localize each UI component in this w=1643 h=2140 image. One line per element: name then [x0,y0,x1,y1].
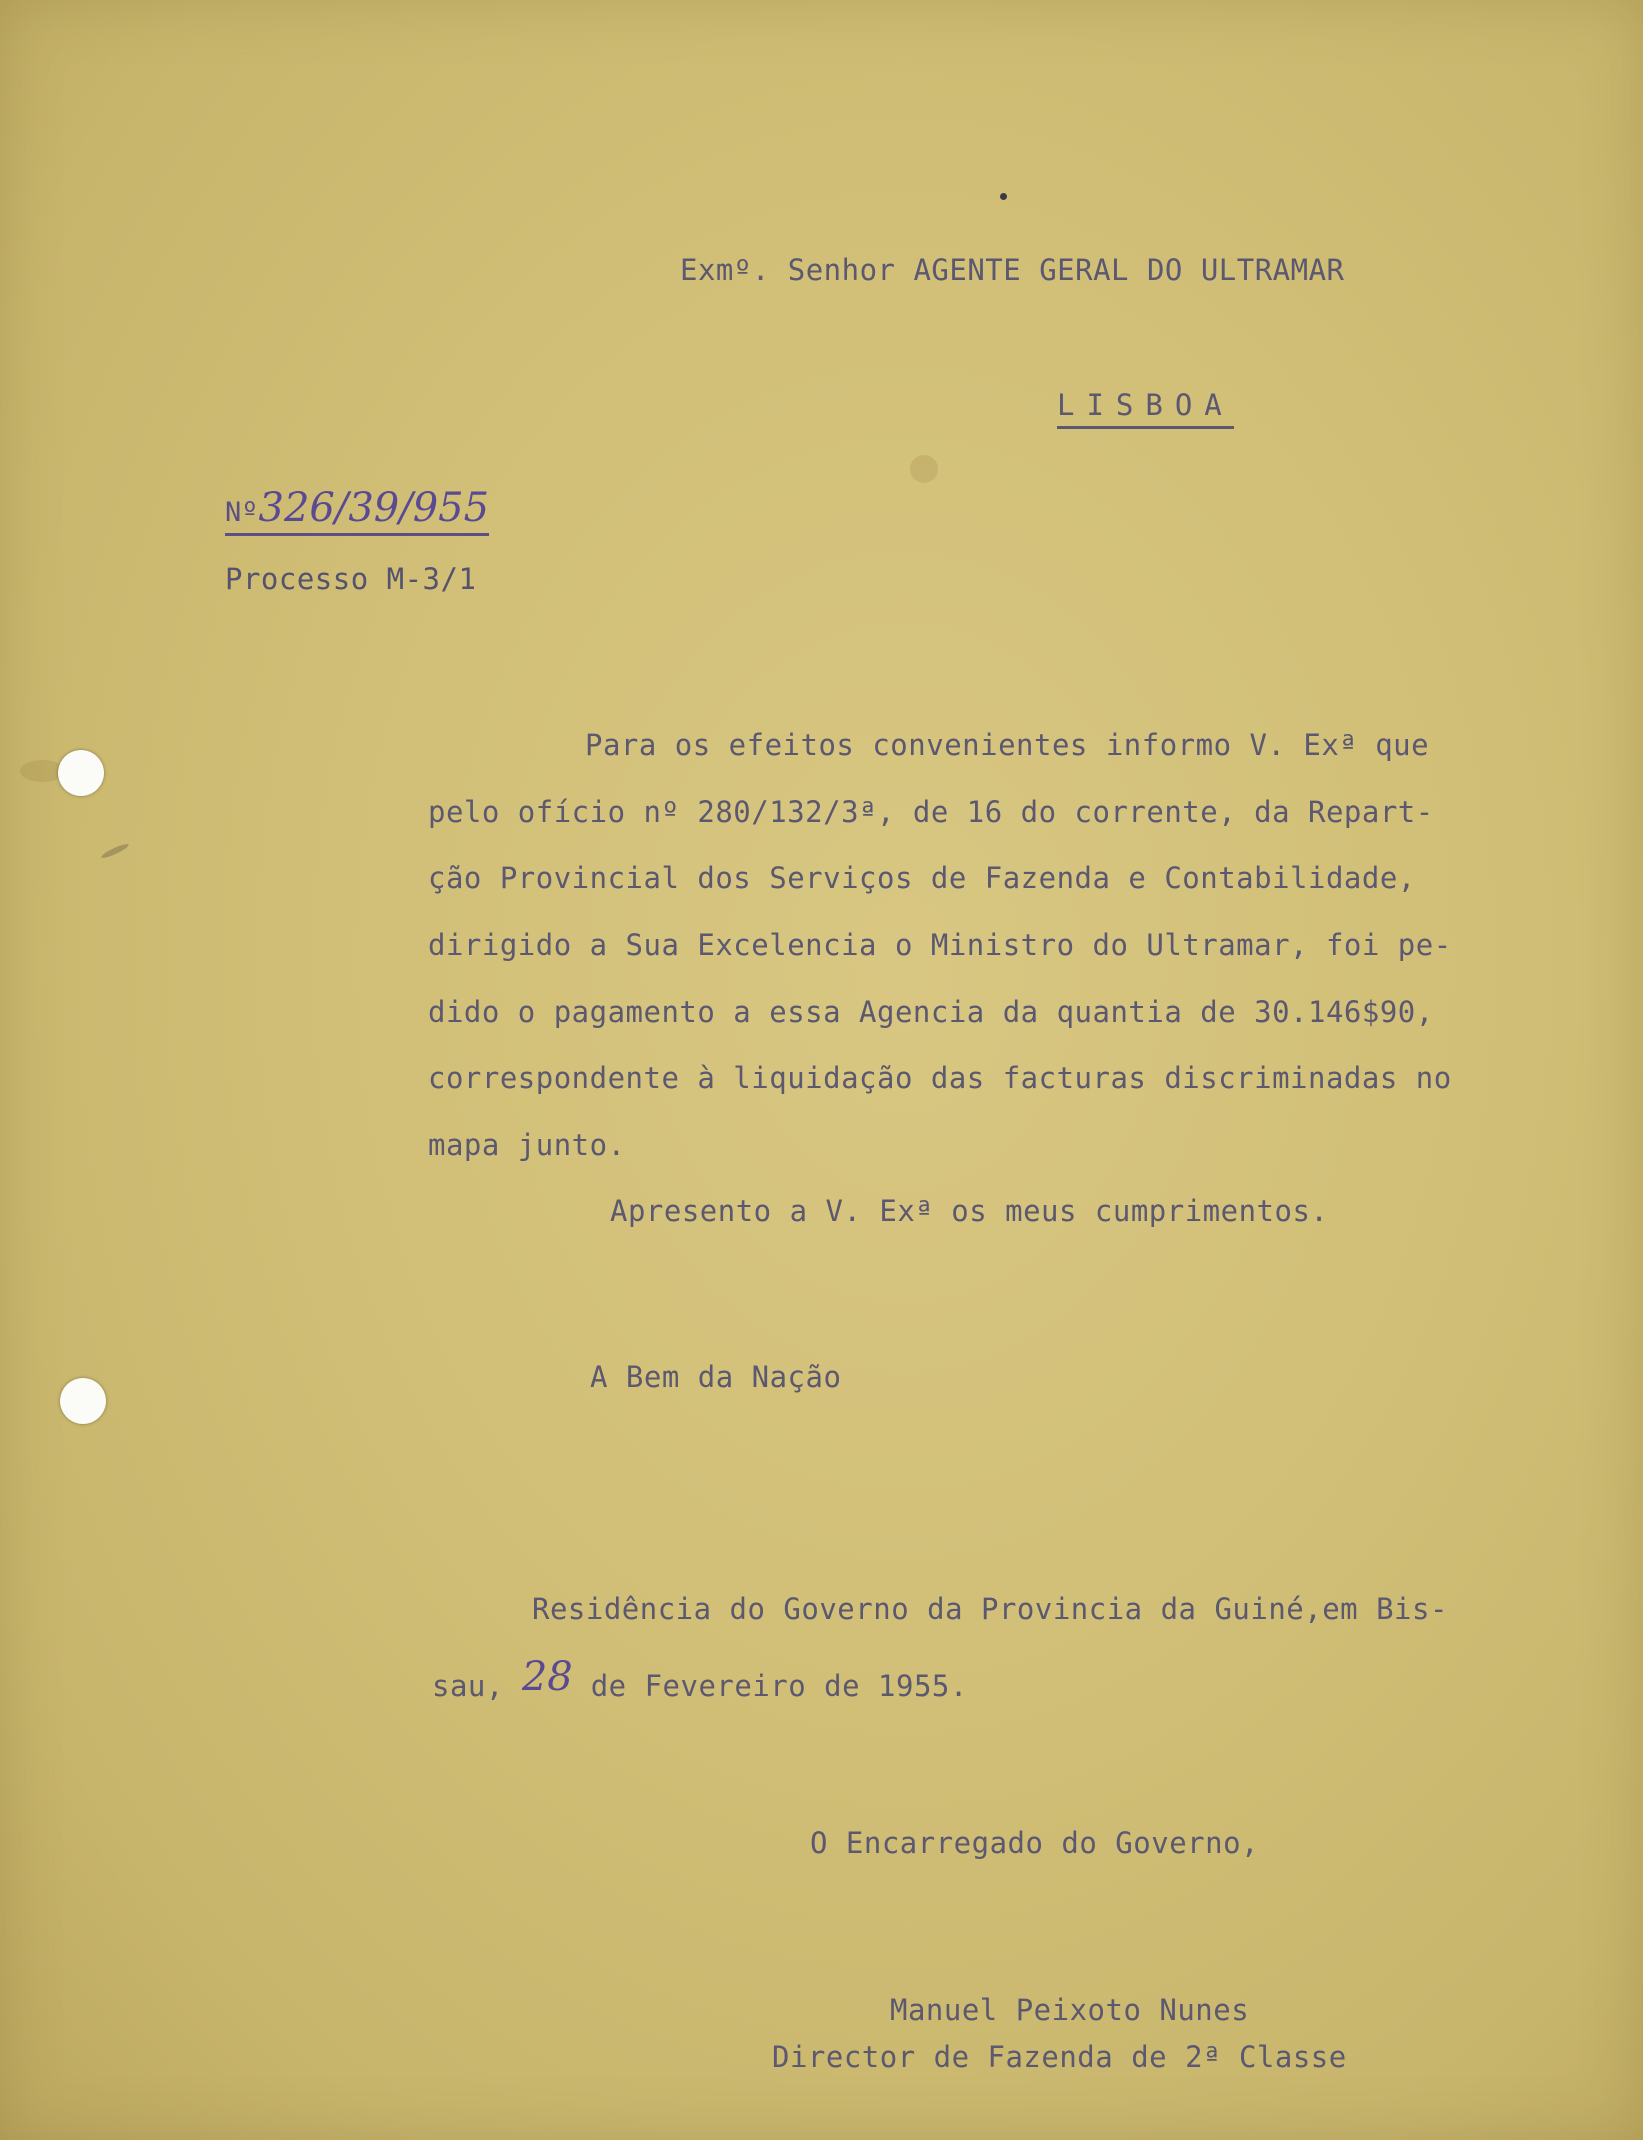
body-line-2: pelo ofício nº 280/132/3ª, de 16 do corrente, da Repart- [428,795,1434,829]
handwritten-day: 28 [521,1654,573,1700]
body-line-4: dirigido a Sua Excelencia o Ministro do Ultramar, foi pe- [428,928,1452,962]
closing: O Encarregado do Governo, [810,1826,1259,1860]
greeting: Apresento a V. Exª os meus cumprimentos. [610,1194,1329,1228]
date-line [432,1654,968,1706]
reference-prefix: Nº [225,497,259,528]
punch-hole-top [58,750,104,796]
ink-dot [1000,193,1007,200]
body-line-3: ção Provincial dos Serviços de Fazenda e Contabilidade, [428,861,1416,895]
paper-stain [910,455,938,483]
date-prefix: sau, [432,1669,504,1703]
reference-number [225,485,489,536]
body-line-1: Para os efeitos convenientes informo V. Exª que [585,728,1430,762]
signer-name: Manuel Peixoto Nunes [890,1993,1250,2027]
motto: A Bem da Nação [590,1360,842,1394]
date-suffix: de Fevereiro de 1955. [590,1669,968,1703]
punch-hole-bottom [60,1378,106,1424]
body-line-7: mapa junto. [428,1128,626,1162]
place-line: Residência do Governo da Provincia da Guiné,em Bis- [532,1592,1448,1626]
signer-title: Director de Fazenda de 2ª Classe [772,2040,1347,2074]
paper-mark [100,842,130,860]
city: LISBOA [1057,388,1234,429]
addressee: Exmº. Senhor AGENTE GERAL DO ULTRAMAR [680,253,1345,287]
body-line-6: correspondente à liquidação das facturas discriminadas no [428,1061,1452,1095]
process-number: Processo M-3/1 [225,562,477,596]
body-line-5: dido o pagamento a essa Agencia da quantia de 30.146$90, [428,995,1434,1029]
handwritten-reference-number: 326/39/955 [258,485,490,531]
